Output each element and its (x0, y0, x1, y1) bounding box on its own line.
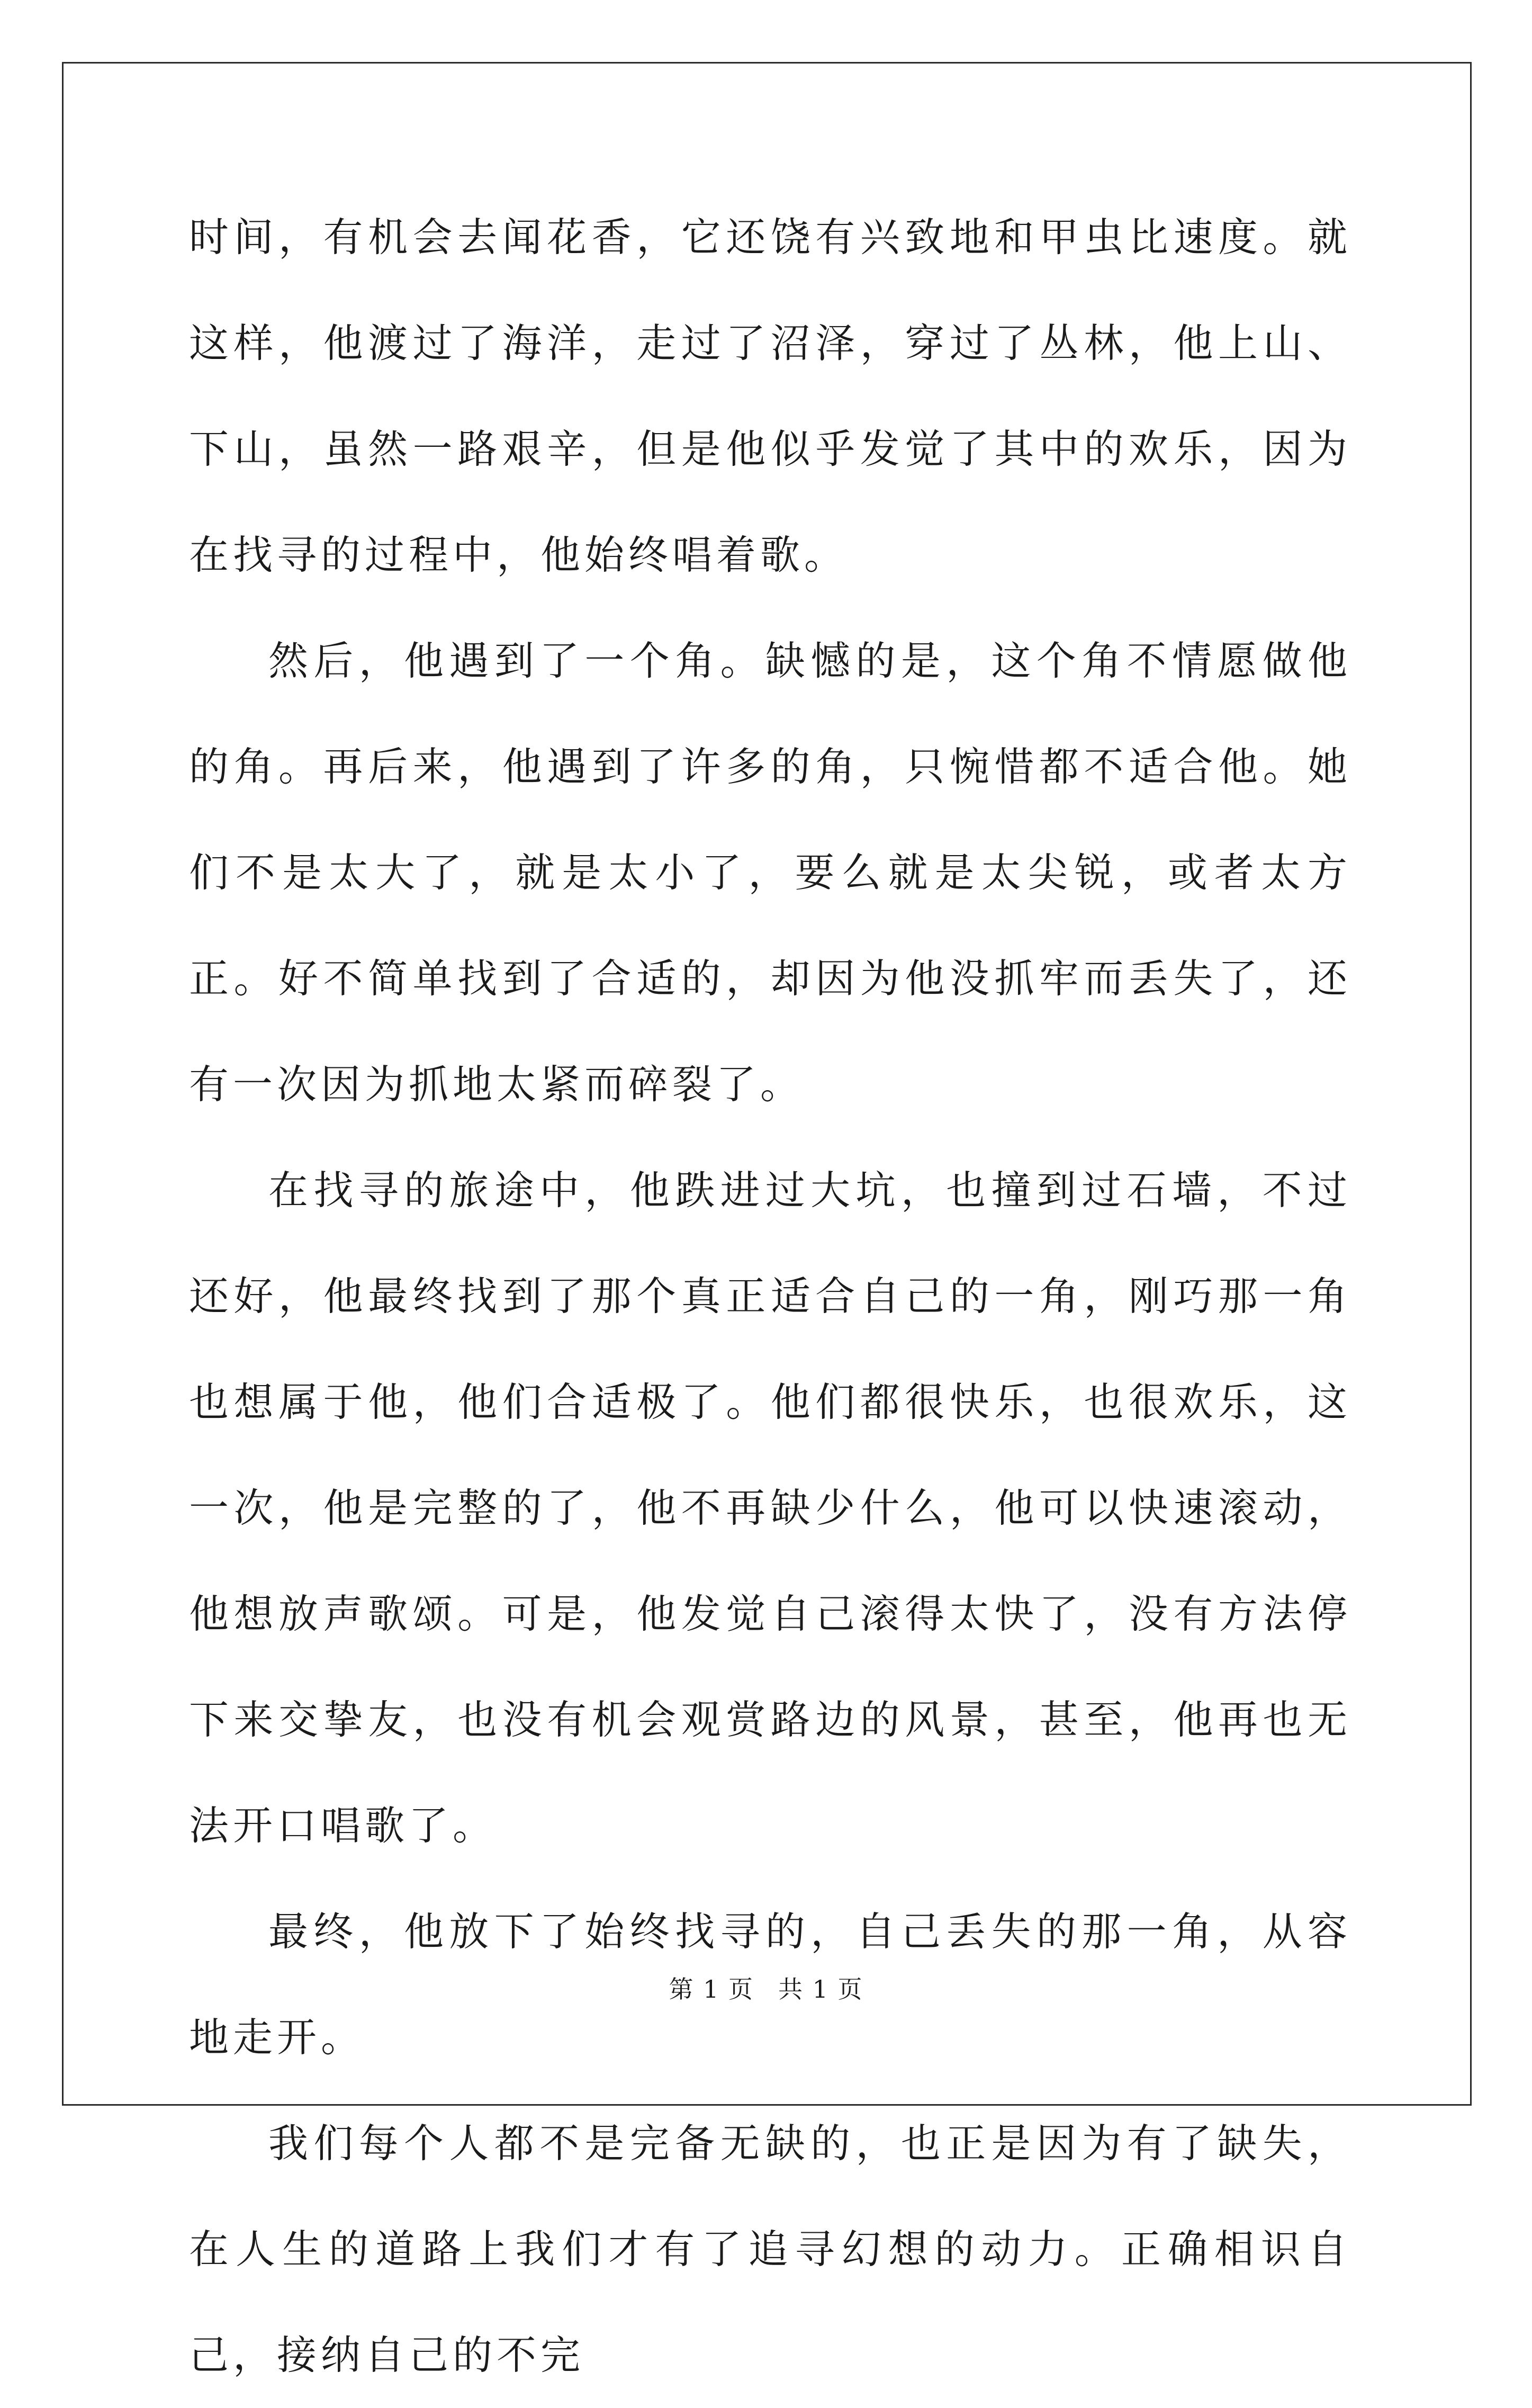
paragraph-3: 在找寻的旅途中，他跌进过大坑，也撞到过石墙，不过还好，他最终找到了那个真正适合自己的一角，刚巧那一角也想属于他，他们合适极了。他们都很快乐，也很欢乐，这一次，他是完整的了，他不再缺少什么，他可以快速滚动，他想放声歌颂。可是，他发觉自己滚得太快了，没有方法停下来交挚友，也没有机会观赏路边的风景，甚至，他再也无法开口唱歌了。 (189, 1167, 1351, 1849)
paragraph-2: 然后，他遇到了一个角。缺憾的是，这个角不情愿做他的角。再后来，他遇到了许多的角，只惋惜都不适合他。她们不是太大了，就是太小了，要么就是太尖锐，或者太方正。好不简单找到了合适的，却因为他没抓牢而丢失了，还有一次因为抓地太紧而碎裂了。 (189, 637, 1351, 1108)
paragraph-5: 我们每个人都不是完备无缺的，也正是因为有了缺失，在人生的道路上我们才有了追寻幻想的动力。正确相识自己，接纳自己的不完 (189, 2120, 1351, 2378)
document-body (189, 184, 1351, 2408)
page-footer (0, 1973, 1532, 2005)
paragraph-1: 时间，有机会去闻花香，它还饶有兴致地和甲虫比速度。就这样，他渡过了海洋，走过了沼泽，穿过了丛林，他上山、下山，虽然一路艰辛，但是他似乎发觉了其中的欢乐，因为在找寻的过程中，他始终唱着歌。 (189, 214, 1351, 578)
page-number: 第 1 页 (669, 1975, 754, 2003)
page-total: 共 1 页 (778, 1975, 863, 2003)
paragraph-4: 最终，他放下了始终找寻的，自己丢失的那一角，从容地走开。 (189, 1908, 1351, 2061)
